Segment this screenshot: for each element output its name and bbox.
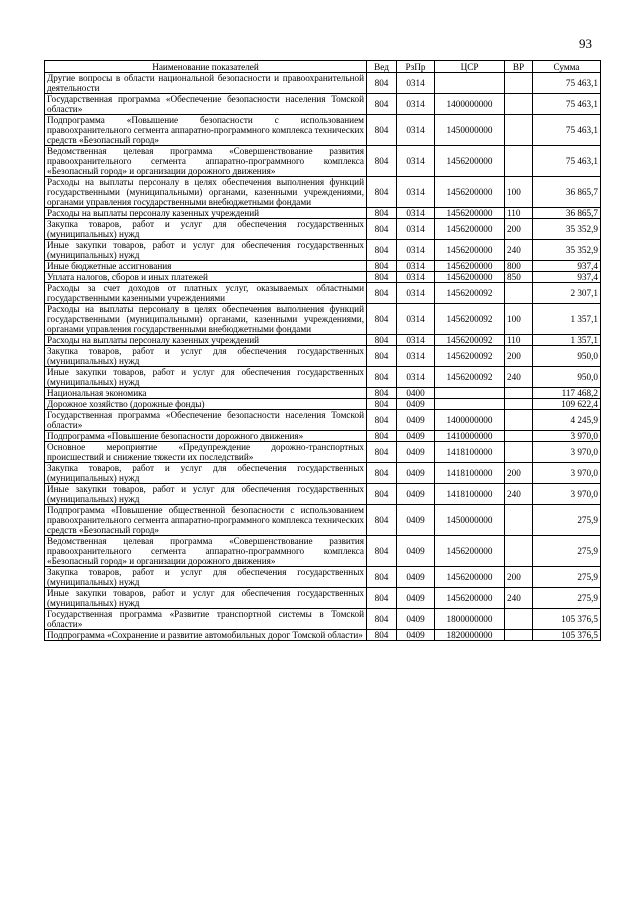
cell-name: Подпрограмма «Повышение безопасности с использованием правоохранительного сегмента аппаратно-программного комплекса технических средств «Безопасный город»	[45, 115, 367, 146]
cell-name: Закупка товаров, работ и услуг для обеспечения государственных (муниципальных) нужд	[45, 346, 367, 367]
page-number: 93	[579, 36, 592, 51]
cell-ved: 804	[367, 272, 397, 283]
table-row	[45, 410, 601, 431]
table-row	[45, 115, 601, 146]
table-row	[45, 463, 601, 484]
cell-ved: 804	[367, 335, 397, 346]
cell-vr	[505, 399, 533, 410]
cell-csr: 1456200092	[435, 367, 505, 388]
table-body	[45, 73, 601, 641]
cell-vr: 100	[505, 304, 533, 335]
cell-name: Закупка товаров, работ и услуг для обеспечения государственных (муниципальных) нужд	[45, 463, 367, 484]
cell-sum: 3 970,0	[533, 431, 601, 442]
cell-rzpr: 0409	[397, 567, 435, 588]
cell-csr: 1456200092	[435, 335, 505, 346]
cell-rzpr: 0314	[397, 73, 435, 94]
header-csr: ЦСР	[435, 61, 505, 73]
cell-ved: 804	[367, 484, 397, 505]
cell-ved: 804	[367, 208, 397, 219]
cell-csr: 1456200000	[435, 261, 505, 272]
cell-rzpr: 0314	[397, 177, 435, 208]
cell-ved: 804	[367, 399, 397, 410]
cell-csr: 1456200092	[435, 283, 505, 304]
table-row	[45, 609, 601, 630]
cell-csr: 1456200000	[435, 146, 505, 177]
table-row	[45, 219, 601, 240]
cell-name: Ведомственная целевая программа «Совершенствование развития правоохранительного сегмента аппаратно-программного комплекса «Безопасный город» и организации дорожного движения»	[45, 536, 367, 567]
cell-name: Иные бюджетные ассигнования	[45, 261, 367, 272]
cell-csr	[435, 399, 505, 410]
cell-vr: 110	[505, 335, 533, 346]
cell-vr	[505, 609, 533, 630]
table-row	[45, 505, 601, 536]
cell-vr: 850	[505, 272, 533, 283]
cell-ved: 804	[367, 219, 397, 240]
table-row	[45, 146, 601, 177]
cell-rzpr: 0314	[397, 261, 435, 272]
cell-sum: 2 307,1	[533, 283, 601, 304]
cell-ved: 804	[367, 304, 397, 335]
cell-rzpr: 0409	[397, 442, 435, 463]
cell-name: Ведомственная целевая программа «Совершенствование развития правоохранительного сегмента аппаратно-программного комплекса «Безопасный город» и организации дорожного движения»	[45, 146, 367, 177]
cell-sum: 1 357,1	[533, 304, 601, 335]
table-row	[45, 177, 601, 208]
cell-name: Государственная программа «Обеспечение безопасности населения Томской области»	[45, 94, 367, 115]
cell-vr: 200	[505, 463, 533, 484]
cell-rzpr: 0409	[397, 463, 435, 484]
cell-sum: 75 463,1	[533, 146, 601, 177]
cell-csr: 1456200000	[435, 567, 505, 588]
cell-sum: 275,9	[533, 536, 601, 567]
cell-vr: 100	[505, 177, 533, 208]
cell-sum: 75 463,1	[533, 73, 601, 94]
cell-vr	[505, 94, 533, 115]
cell-name: Иные закупки товаров, работ и услуг для обеспечения государственных (муниципальных) нужд	[45, 588, 367, 609]
cell-rzpr: 0409	[397, 536, 435, 567]
cell-vr: 240	[505, 240, 533, 261]
cell-name: Иные закупки товаров, работ и услуг для обеспечения государственных (муниципальных) нужд	[45, 367, 367, 388]
table-row	[45, 261, 601, 272]
cell-vr	[505, 115, 533, 146]
cell-rzpr: 0314	[397, 240, 435, 261]
table-row	[45, 630, 601, 641]
table-row	[45, 240, 601, 261]
cell-name: Государственная программа «Развитие транспортной системы в Томской области»	[45, 609, 367, 630]
header-ved: Вед	[367, 61, 397, 73]
table-row	[45, 94, 601, 115]
cell-csr: 1456200092	[435, 346, 505, 367]
cell-ved: 804	[367, 588, 397, 609]
cell-sum: 105 376,5	[533, 630, 601, 641]
cell-name: Расходы на выплаты персоналу казенных учреждений	[45, 335, 367, 346]
cell-sum: 75 463,1	[533, 115, 601, 146]
cell-sum: 950,0	[533, 346, 601, 367]
table-row	[45, 567, 601, 588]
cell-name: Подпрограмма «Повышение безопасности дорожного движения»	[45, 431, 367, 442]
cell-name: Подпрограмма «Сохранение и развитие автомобильных дорог Томской области»	[45, 630, 367, 641]
cell-name: Иные закупки товаров, работ и услуг для обеспечения государственных (муниципальных) нужд	[45, 240, 367, 261]
cell-vr: 240	[505, 484, 533, 505]
table-row	[45, 442, 601, 463]
cell-rzpr: 0314	[397, 208, 435, 219]
cell-csr	[435, 73, 505, 94]
cell-sum: 3 970,0	[533, 463, 601, 484]
cell-sum: 36 865,7	[533, 177, 601, 208]
cell-sum: 117 468,2	[533, 388, 601, 399]
cell-rzpr: 0409	[397, 410, 435, 431]
cell-name: Другие вопросы в области национальной безопасности и правоохранительной деятельности	[45, 73, 367, 94]
cell-rzpr: 0409	[397, 431, 435, 442]
cell-rzpr: 0314	[397, 272, 435, 283]
cell-csr: 1820000000	[435, 630, 505, 641]
cell-sum: 35 352,9	[533, 240, 601, 261]
cell-name: Государственная программа «Обеспечение безопасности населения Томской области»	[45, 410, 367, 431]
cell-vr: 110	[505, 208, 533, 219]
cell-vr: 200	[505, 346, 533, 367]
cell-name: Дорожное хозяйство (дорожные фонды)	[45, 399, 367, 410]
table-row	[45, 399, 601, 410]
cell-rzpr: 0314	[397, 283, 435, 304]
cell-csr: 1800000000	[435, 609, 505, 630]
cell-rzpr: 0409	[397, 484, 435, 505]
cell-vr: 240	[505, 588, 533, 609]
cell-sum: 3 970,0	[533, 442, 601, 463]
cell-csr: 1456200000	[435, 219, 505, 240]
cell-name: Закупка товаров, работ и услуг для обеспечения государственных (муниципальных) нужд	[45, 567, 367, 588]
cell-ved: 804	[367, 94, 397, 115]
cell-csr: 1456200000	[435, 588, 505, 609]
cell-rzpr: 0314	[397, 367, 435, 388]
cell-csr: 1418100000	[435, 484, 505, 505]
cell-csr: 1450000000	[435, 505, 505, 536]
header-vr: ВР	[505, 61, 533, 73]
cell-csr: 1418100000	[435, 463, 505, 484]
cell-ved: 804	[367, 609, 397, 630]
cell-rzpr: 0400	[397, 388, 435, 399]
cell-ved: 804	[367, 388, 397, 399]
cell-ved: 804	[367, 73, 397, 94]
cell-rzpr: 0314	[397, 146, 435, 177]
cell-sum: 105 376,5	[533, 609, 601, 630]
cell-csr: 1410000000	[435, 431, 505, 442]
table-row	[45, 588, 601, 609]
cell-csr: 1418100000	[435, 442, 505, 463]
cell-csr: 1400000000	[435, 410, 505, 431]
cell-rzpr: 0409	[397, 609, 435, 630]
cell-rzpr: 0314	[397, 346, 435, 367]
cell-sum: 35 352,9	[533, 219, 601, 240]
cell-sum: 109 622,4	[533, 399, 601, 410]
table-row	[45, 536, 601, 567]
cell-vr	[505, 431, 533, 442]
cell-vr	[505, 388, 533, 399]
table-row	[45, 431, 601, 442]
table-row	[45, 304, 601, 335]
cell-csr: 1456200000	[435, 177, 505, 208]
cell-sum: 75 463,1	[533, 94, 601, 115]
cell-name: Расходы на выплаты персоналу в целях обеспечения выполнения функций государственными (муниципальными) органами, казенными учреждениями, органами управления государственными внебюджетными фондами	[45, 177, 367, 208]
cell-ved: 804	[367, 261, 397, 272]
cell-ved: 804	[367, 177, 397, 208]
header-sum: Сумма	[533, 61, 601, 73]
cell-rzpr: 0409	[397, 630, 435, 641]
cell-rzpr: 0409	[397, 588, 435, 609]
cell-csr: 1456200000	[435, 272, 505, 283]
cell-sum: 1 357,1	[533, 335, 601, 346]
cell-name: Основное мероприятие «Предупреждение дорожно-транспортных происшествий и снижение тяжести их последствий»	[45, 442, 367, 463]
cell-rzpr: 0314	[397, 335, 435, 346]
table-row	[45, 283, 601, 304]
cell-rzpr: 0314	[397, 115, 435, 146]
cell-rzpr: 0314	[397, 94, 435, 115]
table-row	[45, 73, 601, 94]
cell-vr	[505, 410, 533, 431]
cell-vr: 200	[505, 219, 533, 240]
cell-sum: 275,9	[533, 588, 601, 609]
cell-ved: 804	[367, 115, 397, 146]
table-row	[45, 272, 601, 283]
cell-name: Иные закупки товаров, работ и услуг для обеспечения государственных (муниципальных) нужд	[45, 484, 367, 505]
table-row	[45, 346, 601, 367]
cell-name: Расходы на выплаты персоналу казенных учреждений	[45, 208, 367, 219]
table-header-row	[45, 61, 601, 73]
cell-ved: 804	[367, 410, 397, 431]
cell-vr	[505, 73, 533, 94]
cell-sum: 3 970,0	[533, 484, 601, 505]
cell-vr: 800	[505, 261, 533, 272]
cell-ved: 804	[367, 431, 397, 442]
cell-rzpr: 0409	[397, 505, 435, 536]
cell-rzpr: 0409	[397, 399, 435, 410]
cell-ved: 804	[367, 442, 397, 463]
table-row	[45, 484, 601, 505]
cell-sum: 950,0	[533, 367, 601, 388]
cell-csr: 1400000000	[435, 94, 505, 115]
cell-name: Расходы на выплаты персоналу в целях обеспечения выполнения функций государственными (муниципальными) органами, казенными учреждениями, органами управления государственными внебюджетными фондами	[45, 304, 367, 335]
cell-ved: 804	[367, 240, 397, 261]
table-row	[45, 367, 601, 388]
cell-csr: 1456200092	[435, 304, 505, 335]
cell-sum: 937,4	[533, 272, 601, 283]
cell-ved: 804	[367, 630, 397, 641]
cell-csr: 1456200000	[435, 240, 505, 261]
cell-ved: 804	[367, 346, 397, 367]
cell-vr	[505, 630, 533, 641]
cell-sum: 275,9	[533, 567, 601, 588]
table-row	[45, 208, 601, 219]
cell-ved: 804	[367, 567, 397, 588]
cell-vr	[505, 505, 533, 536]
cell-vr: 200	[505, 567, 533, 588]
cell-sum: 4 245,9	[533, 410, 601, 431]
cell-ved: 804	[367, 505, 397, 536]
cell-name: Национальная экономика	[45, 388, 367, 399]
cell-ved: 804	[367, 283, 397, 304]
cell-ved: 804	[367, 463, 397, 484]
budget-table	[44, 60, 601, 641]
cell-csr: 1456200000	[435, 536, 505, 567]
table-row	[45, 335, 601, 346]
cell-name: Подпрограмма «Повышение общественной безопасности с использованием правоохранительного сегмента аппаратно-программного комплекса технических средств «Безопасный город»	[45, 505, 367, 536]
cell-vr	[505, 283, 533, 304]
cell-vr	[505, 146, 533, 177]
cell-name: Расходы за счет доходов от платных услуг, оказываемых областными государственными казенными учреждениями	[45, 283, 367, 304]
cell-csr	[435, 388, 505, 399]
cell-name: Уплата налогов, сборов и иных платежей	[45, 272, 367, 283]
cell-vr	[505, 536, 533, 567]
cell-rzpr: 0314	[397, 219, 435, 240]
table-row	[45, 388, 601, 399]
header-name: Наименование показателей	[45, 61, 367, 73]
cell-csr: 1450000000	[435, 115, 505, 146]
cell-ved: 804	[367, 367, 397, 388]
cell-sum: 275,9	[533, 505, 601, 536]
cell-name: Закупка товаров, работ и услуг для обеспечения государственных (муниципальных) нужд	[45, 219, 367, 240]
cell-ved: 804	[367, 146, 397, 177]
cell-sum: 937,4	[533, 261, 601, 272]
cell-ved: 804	[367, 536, 397, 567]
header-rzpr: РзПр	[397, 61, 435, 73]
cell-rzpr: 0314	[397, 304, 435, 335]
cell-sum: 36 865,7	[533, 208, 601, 219]
cell-csr: 1456200000	[435, 208, 505, 219]
cell-vr: 240	[505, 367, 533, 388]
cell-vr	[505, 442, 533, 463]
